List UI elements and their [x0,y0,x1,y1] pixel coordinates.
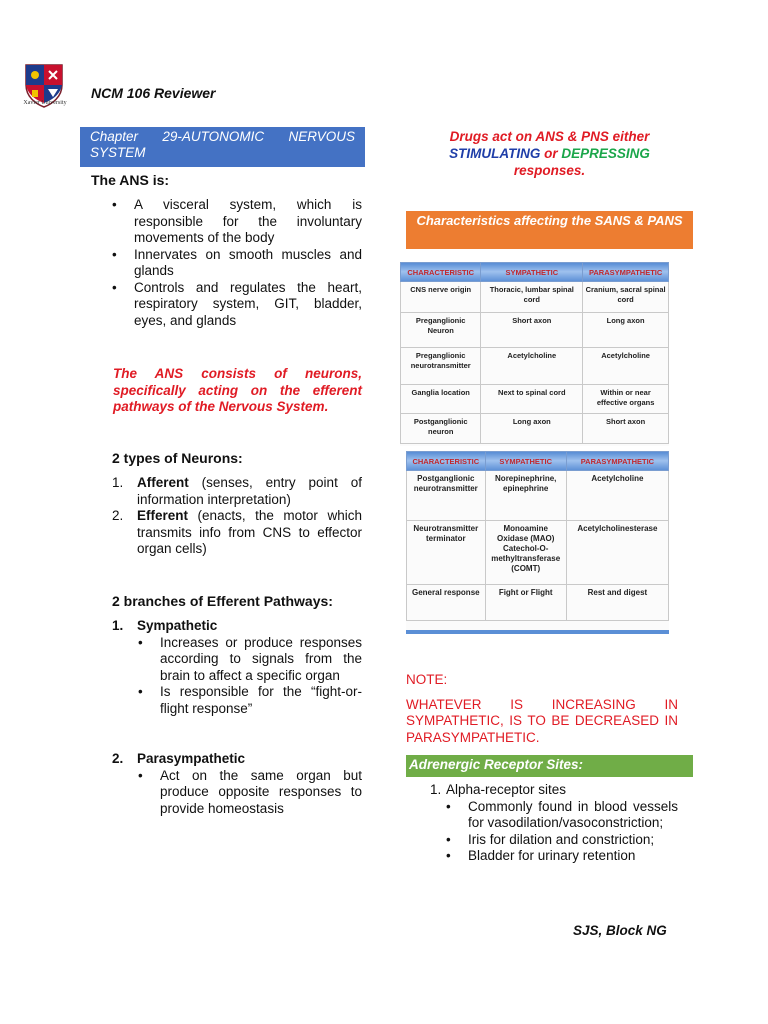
table-header: CHARACTERISTIC [401,263,481,282]
table-header: PARASYMPATHETIC [566,452,668,471]
table-row: Postganglionic neuron Long axon Short axon [401,414,669,444]
document-title: NCM 106 Reviewer [91,85,216,101]
note-text: WHATEVER IS INCREASING IN SYMPATHETIC, IS TO BE DECREASED IN PARASYMPATHETIC. [406,696,678,745]
table-row: Preganglionic Neuron Short axon Long axon [401,313,669,348]
chapter-title-box: Chapter 29-AUTONOMIC NERVOUS SYSTEM [80,127,365,167]
logo-caption: Xavier University [23,100,67,106]
sympathetic-bullet: • Is responsible for the “fight-or-flight response” [134,684,362,717]
ans-bullet-list [108,197,362,329]
neuron-types-list [112,475,362,558]
table-header: SYMPATHETIC [481,263,583,282]
drugs-statement: Drugs act on ANS & PNS either STIMULATING or DEPRESSING responses. [449,129,650,178]
sans-pans-table-2 [406,451,669,634]
note-label: NOTE: [406,672,448,687]
adrenergic-heading-box: Adrenergic Receptor Sites: [406,755,693,777]
branch-sympathetic: 1. Sympathetic • Increases or produce responses according to signals from the brain to affect a specific organ • Is responsible for the “fight-or-flight response” [112,618,362,717]
table-header: SYMPATHETIC [485,452,566,471]
table-row: Ganglia location Next to spinal cord Within or near effective organs [401,385,669,414]
branch-parasympathetic: 2. Parasympathetic • Act on the same organ but produce opposite responses to provide homeostasis [112,751,362,817]
author-footer: SJS, Block NG [573,923,667,938]
branches-heading: 2 branches of Efferent Pathways: [112,593,333,609]
adrenergic-bullet: • Bladder for urinary retention [442,848,678,865]
adrenergic-list: 1. Alpha-receptor sites • Commonly found in blood vessels for vasodilation/vasoconstriction; • Iris for dilation and constriction; • Bladder for urinary retention [430,782,678,865]
table-row: CNS nerve origin Thoracic, lumbar spinal cord Cranium, sacral spinal cord [401,282,669,313]
ans-consists-statement: The ANS consists of neurons, specifically acting on the efferent pathways of the Nervous System. [113,366,362,414]
ans-heading: The ANS is: [91,172,170,188]
sans-pans-table-1 [400,262,669,446]
ans-bullet: • Innervates on smooth muscles and glands [108,247,362,280]
sympathetic-bullet: • Increases or produce responses according to signals from the brain to affect a specific organ [134,635,362,685]
adrenergic-bullet: • Commonly found in blood vessels for vasodilation/vasoconstriction; [442,799,678,832]
characteristics-heading-box: Characteristics affecting the SANS & PANS [406,211,693,249]
neurons-heading: 2 types of Neurons: [112,450,243,466]
table-row: Preganglionic neurotransmitter Acetylcholine Acetylcholine [401,348,669,385]
table-row: General response Fight or Flight Rest and digest [407,585,669,621]
table-header: CHARACTERISTIC [407,452,486,471]
table-row: Postganglionic neurotransmitter Norepinephrine, epinephrine Acetylcholine [407,471,669,521]
table-row: Neurotransmitter terminator Monoamine Oxidase (MAO) Catechol-O-methyltransferase (COMT) Acetylcholinesterase [407,521,669,585]
table-header: PARASYMPATHETIC [583,263,669,282]
adrenergic-bullet: • Iris for dilation and constriction; [442,832,678,849]
note-block [406,672,678,746]
ans-bullet: • Controls and regulates the heart, respiratory system, GIT, bladder, eyes, and glands [108,280,362,330]
neuron-type-item: 2. Efferent (enacts, the motor which transmits info from CNS to effector organ cells) [112,508,362,556]
neuron-type-item: 1. Afferent (senses, entry point of information interpretation) [112,475,362,507]
parasympathetic-bullet: • Act on the same organ but produce opposite responses to provide homeostasis [134,768,362,818]
ans-bullet: • A visceral system, which is responsible for the involuntary movements of the body [108,197,362,247]
